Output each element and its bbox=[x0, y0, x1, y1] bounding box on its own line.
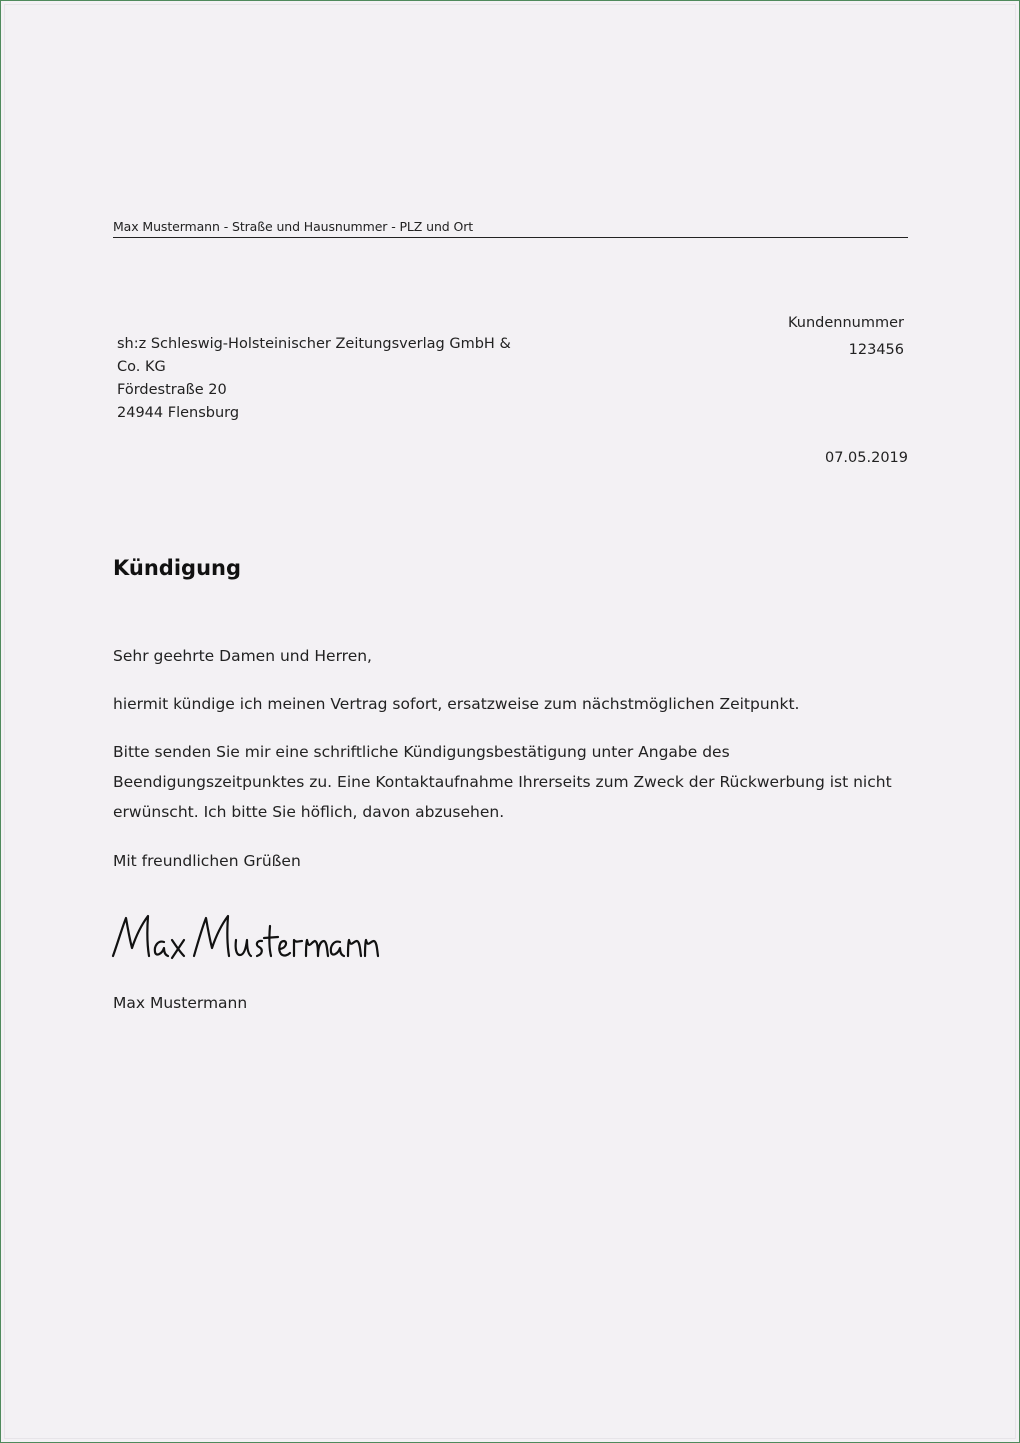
letter-paragraph-2: Bitte senden Sie mir eine schriftliche Kündigungsbestätigung unter Angabe des Beendigungszeitpunktes zu. Eine Kontaktaufnahme Ihrerseits zum Zweck der Rückwerbung ist nicht erwünscht. Ich bitte Sie höflich, davon abzusehen. bbox=[113, 743, 892, 821]
letter-closing: Mit freundlichen Grüßen bbox=[113, 852, 301, 870]
recipient-line-company: sh:z Schleswig-Holsteinischer Zeitungsverlag GmbH & bbox=[117, 336, 511, 352]
customer-number-label: Kundennummer bbox=[788, 315, 904, 331]
recipient-address bbox=[117, 333, 511, 425]
letter-paragraph-1: hiermit kündige ich meinen Vertrag sofort, ersatzweise zum nächstmöglichen Zeitpunkt. bbox=[113, 695, 800, 713]
letter-date: 07.05.2019 bbox=[824, 450, 908, 466]
handwritten-signature bbox=[110, 912, 390, 972]
letter-salutation: Sehr geehrte Damen und Herren, bbox=[113, 647, 372, 665]
recipient-line-city: 24944 Flensburg bbox=[117, 405, 240, 421]
recipient-line-company-suffix: Co. KG bbox=[117, 359, 166, 375]
customer-number-value: 123456 bbox=[848, 342, 904, 358]
customer-number-block bbox=[788, 310, 904, 364]
recipient-line-street: Fördestraße 20 bbox=[117, 382, 227, 398]
sender-return-address: Max Mustermann - Straße und Hausnummer - PLZ und Ort bbox=[113, 219, 908, 238]
letter-subject: Kündigung bbox=[113, 556, 241, 580]
signature-icon bbox=[110, 912, 390, 968]
printed-name: Max Mustermann bbox=[113, 994, 248, 1012]
